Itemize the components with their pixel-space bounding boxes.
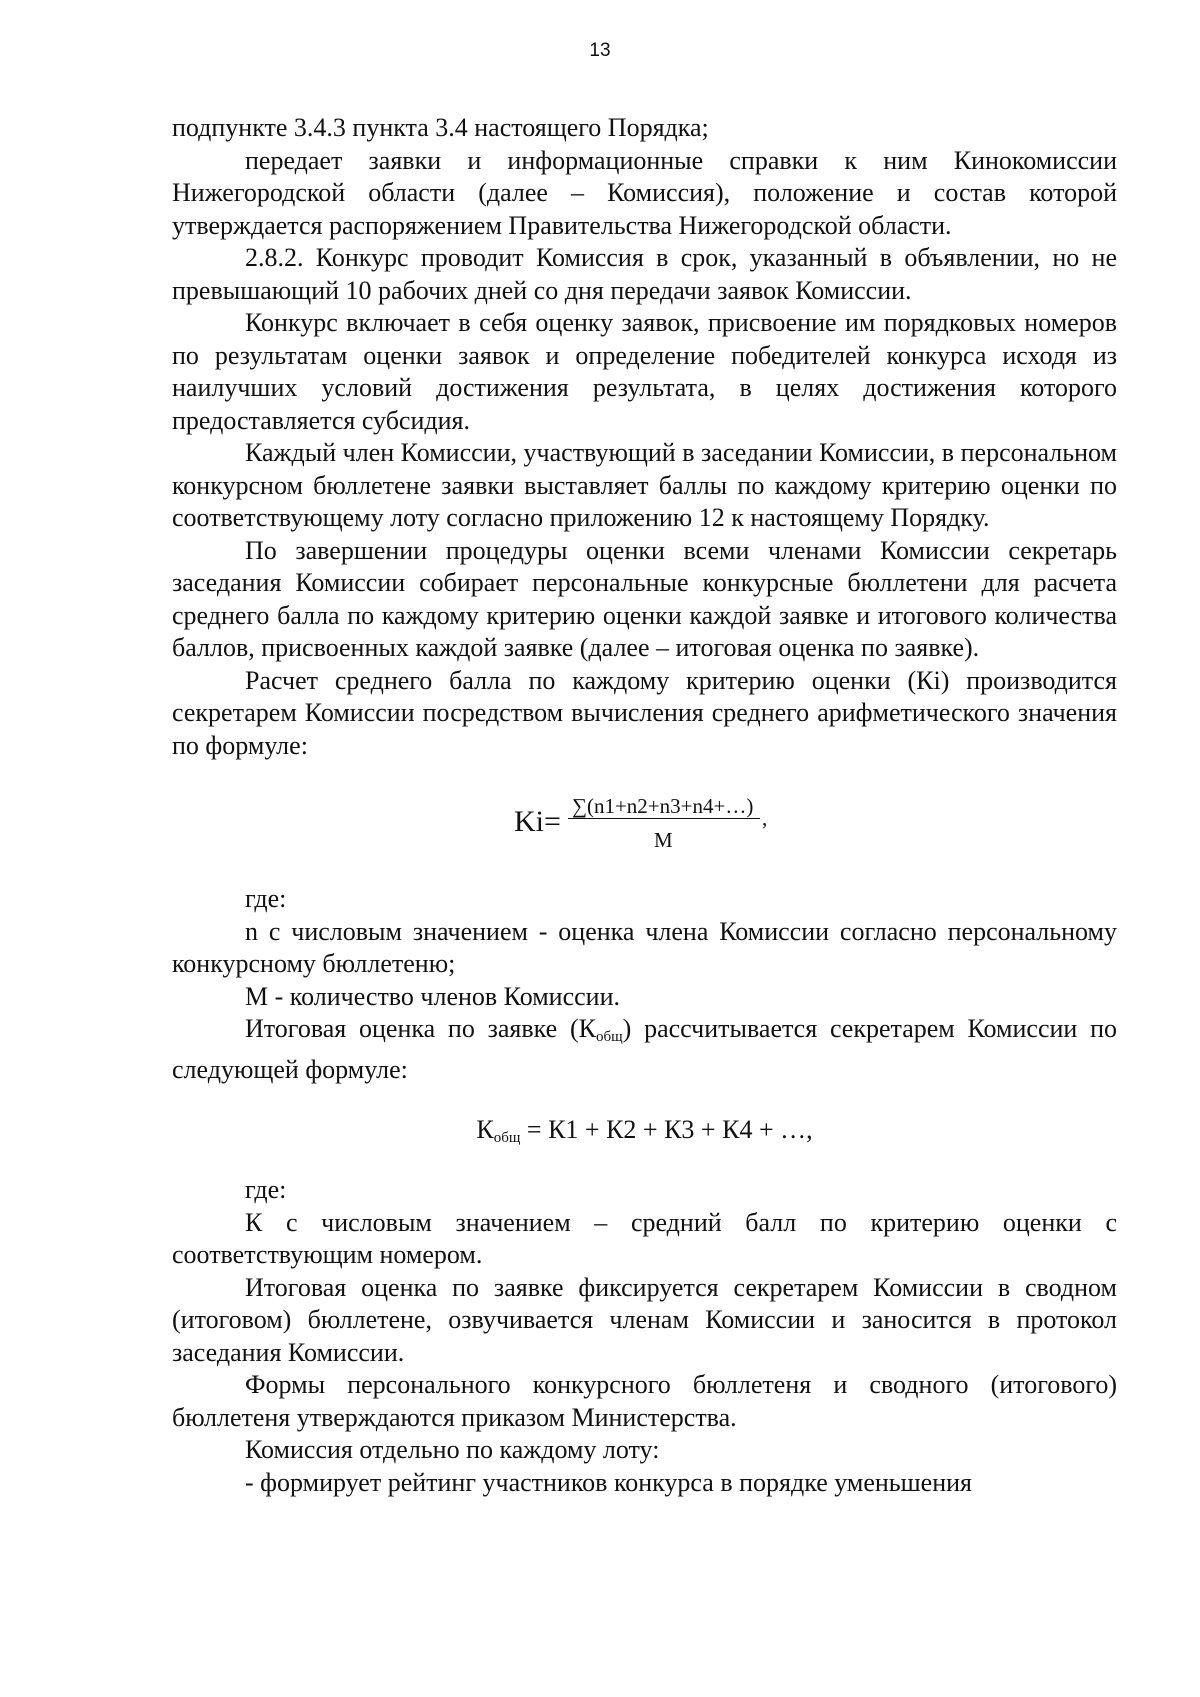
formula-kobshch-rhs: = К1 + К2 + К3 + К4 + …, (520, 1115, 813, 1144)
paragraph-part: ) рассчитывается секретарем Комиссии по следующей формуле: (172, 1014, 1117, 1084)
document-body (172, 112, 1117, 1499)
paragraph: М - количество членов Комиссии. (245, 981, 621, 1011)
paragraph: Формы персонального конкурсного бюллетеня и сводного (итогового) бюллетеня утверждаются приказом Министерства. (172, 1370, 1117, 1432)
paragraph: По завершении процедуры оценки всеми членами Комиссии секретарь заседания Комиссии собирает персональные конкурсные бюллетени для расчета среднего балла по каждому критерию оценки каждой заявке и итогового количества баллов, присвоенных каждой заявке (далее – итоговая оценка по заявке). (172, 535, 1117, 662)
paragraph-part: Итоговая оценка по заявке (К (245, 1014, 596, 1043)
paragraph: Конкурс включает в себя оценку заявок, присвоение им порядковых номеров по результатам оценки заявок и определение победителей конкурса исходя из наилучших условий достижения результата, в целях достижения которого предоставляется субсидия. (172, 308, 1117, 435)
paragraph: Расчет среднего балла по каждому критерию оценки (Кi) производится секретарем Комиссии посредством вычисления среднего арифметического значения по формуле: (172, 665, 1117, 760)
paragraph: n с числовым значением - оценка члена Комиссии согласно персональному конкурсному бюллетеню; (172, 916, 1117, 978)
formula-ki-denominator: M (654, 828, 673, 852)
paragraph: подпункте 3.4.3 пункта 3.4 настоящего Порядка; (172, 113, 709, 142)
formula-kobshch-k: К (476, 1115, 494, 1144)
paragraph: передает заявки и информационные справки к ним Кинокомиссии Нижегородской области (далее – Комиссия), положение и состав которой утверждается распоряжением Правительства Нижегородской области. (172, 145, 1117, 240)
paragraph: К с числовым значением – средний балл по критерию оценки с соответствующим номером. (172, 1207, 1117, 1269)
formula-ki-comma: , (762, 806, 768, 830)
formula-kobshch (172, 1086, 1117, 1174)
paragraph-where: где: (245, 1175, 287, 1204)
subscript: общ (595, 1029, 623, 1045)
formula-ki-lhs: Ki= (514, 805, 561, 838)
page-number: 13 (589, 40, 611, 61)
formula-kobshch-sub: общ (493, 1130, 521, 1146)
paragraph-where: где: (245, 884, 287, 913)
formula-ki-fraction-bar (568, 818, 760, 819)
paragraph: Итоговая оценка по заявке фиксируется секретарем Комиссии в сводном (итоговом) бюллетене, озвучивается членам Комиссии и заносится в протокол заседания Комиссии. (172, 1272, 1117, 1367)
paragraph: 2.8.2. Конкурс проводит Комиссия в срок, указанный в объявлении, но не превышающий 10 рабочих дней со дня передачи заявок Комиссии. (172, 243, 1117, 305)
paragraph (172, 1013, 1117, 1086)
formula-ki-numerator: ∑(n1+n2+n3+n4+…) (572, 794, 754, 818)
paragraph: Каждый член Комиссии, участвующий в заседании Комиссии, в персональном конкурсном бюллетене заявки выставляет баллы по каждому критерию оценки по соответствующему лоту согласно приложению 12 к настоящему Порядку. (172, 438, 1117, 532)
paragraph: Комиссия отдельно по каждому лоту: (245, 1435, 660, 1464)
formula-ki (172, 768, 1117, 883)
paragraph: - формирует рейтинг участников конкурса в порядке уменьшения (245, 1467, 972, 1497)
